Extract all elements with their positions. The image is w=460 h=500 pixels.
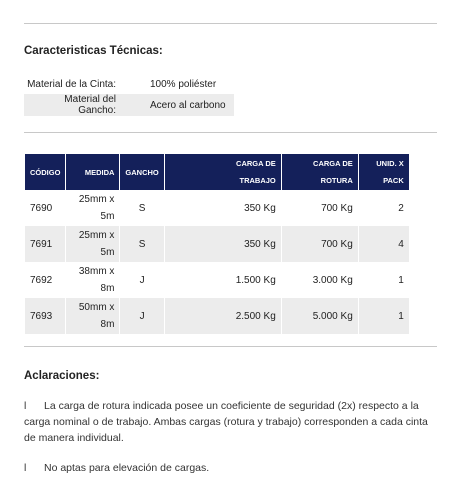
cell-gancho: S — [120, 190, 164, 226]
header-codigo: CÓDIGO — [25, 154, 66, 190]
bullet-marker: l — [24, 400, 27, 412]
header-text: ROTURA — [320, 176, 353, 185]
cell-carga-rotura: 3.000 Kg — [281, 262, 358, 298]
cell-carga-trabajo: 1.500 Kg — [164, 262, 281, 298]
cell-medida — [66, 262, 120, 298]
medida-line: 8m — [100, 319, 115, 330]
cell-unid-pack: 4 — [358, 226, 409, 262]
header-unid-pack — [358, 154, 409, 190]
spec-value: Acero al carbono — [122, 94, 234, 116]
cell-carga-trabajo: 350 Kg — [164, 226, 281, 262]
medida-line: 50mm x — [78, 302, 115, 313]
bottom-divider — [24, 346, 437, 347]
cell-carga-rotura: 700 Kg — [281, 226, 358, 262]
cell-carga-trabajo: 350 Kg — [164, 190, 281, 226]
spec-label: Material del Gancho: — [24, 94, 122, 116]
cell-medida — [66, 190, 120, 226]
spec-label: Material de la Cinta: — [27, 79, 116, 90]
note-item — [24, 460, 434, 476]
header-carga-rotura — [281, 154, 358, 190]
header-medida: MEDIDA — [66, 154, 120, 190]
cell-carga-rotura: 700 Kg — [281, 190, 358, 226]
spec-value: 100% poliéster — [150, 79, 217, 90]
tech-title: Caracteristicas Técnicas: — [24, 45, 163, 57]
cell-codigo: 7693 — [25, 298, 66, 334]
note-item — [24, 398, 434, 446]
cell-medida — [66, 298, 120, 334]
medida-line: 8m — [100, 283, 115, 294]
top-divider — [24, 23, 437, 24]
cell-unid-pack: 1 — [358, 298, 409, 334]
middle-divider — [24, 132, 437, 133]
header-gancho: GANCHO — [120, 154, 164, 190]
table-row — [25, 226, 409, 262]
notes-title: Aclaraciones: — [24, 370, 100, 382]
header-text: PACK — [383, 176, 404, 185]
bullet-marker: l — [24, 462, 27, 474]
header-text: UNID. X — [376, 159, 404, 168]
cell-carga-trabajo: 2.500 Kg — [164, 298, 281, 334]
cell-codigo: 7692 — [25, 262, 66, 298]
medida-line: 5m — [100, 211, 115, 222]
specs-table — [24, 75, 234, 116]
header-text: TRABAJO — [239, 176, 276, 185]
note-text: No aptas para elevación de cargas. — [44, 462, 210, 474]
header-carga-trabajo — [164, 154, 281, 190]
table-header-row — [25, 154, 409, 190]
note-text: La carga de rotura indicada posee un coeficiente de seguridad (2x) respecto a la carga nominal o de trabajo. Ambas cargas (rotura y trabajo) corresponden a cada cinta de manera individual. — [24, 400, 428, 444]
cell-codigo: 7691 — [25, 226, 66, 262]
cell-gancho: S — [120, 226, 164, 262]
table-row — [25, 190, 409, 226]
cell-unid-pack: 2 — [398, 202, 404, 214]
cell-gancho: J — [120, 262, 164, 298]
cell-unid-pack: 1 — [398, 274, 404, 286]
product-table — [25, 154, 409, 334]
cell-gancho: J — [120, 298, 164, 334]
medida-line: 5m — [100, 247, 115, 258]
spec-row — [24, 75, 234, 94]
table-row — [25, 298, 409, 334]
spec-row — [24, 94, 234, 116]
header-text: CARGA DE — [236, 159, 276, 168]
medida-line: 38mm x — [78, 266, 115, 277]
medida-line: 25mm x — [78, 230, 115, 241]
header-text: CARGA DE — [313, 159, 353, 168]
cell-medida — [66, 226, 120, 262]
cell-carga-rotura: 5.000 Kg — [281, 298, 358, 334]
cell-codigo: 7690 — [25, 190, 66, 226]
table-row — [25, 262, 409, 298]
medida-line: 25mm x — [78, 194, 115, 205]
